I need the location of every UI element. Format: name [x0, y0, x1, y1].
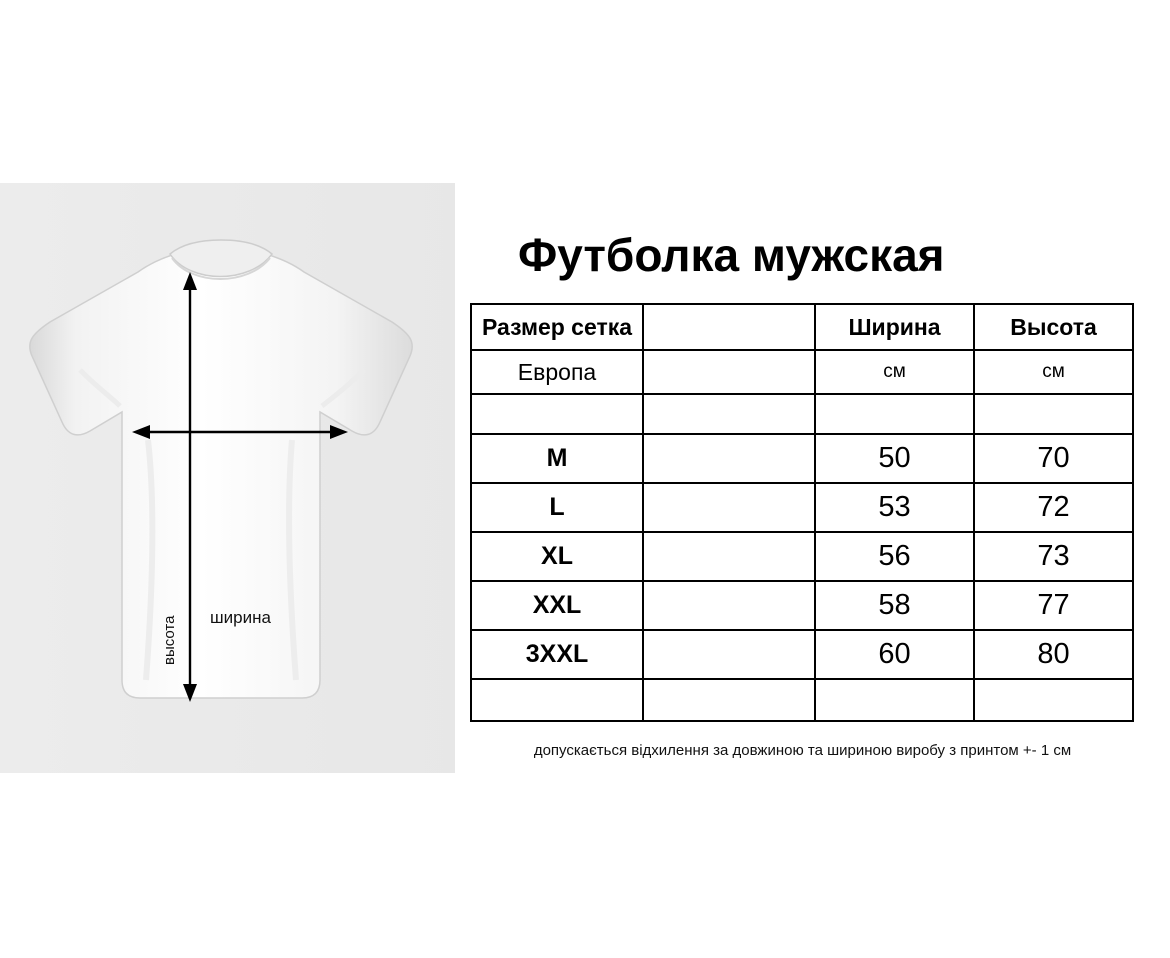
header-size-grid: Размер сетка	[471, 304, 643, 350]
cell-height	[974, 679, 1133, 721]
table-row	[471, 434, 1133, 483]
tshirt-icon	[20, 210, 450, 750]
cell-width: 50	[815, 434, 974, 483]
cell-size: L	[471, 483, 643, 532]
cell-alt	[643, 483, 815, 532]
cell-height: 80	[974, 630, 1133, 679]
cell-width	[815, 679, 974, 721]
height-dimension-label: высота	[161, 615, 178, 665]
unit-europe: Европа	[471, 350, 643, 394]
cell-width: 53	[815, 483, 974, 532]
cell-alt	[643, 434, 815, 483]
cell-width: 58	[815, 581, 974, 630]
cell-width: 56	[815, 532, 974, 581]
header-width: Ширина	[815, 304, 974, 350]
table-header-row	[471, 304, 1133, 350]
size-chart-table	[470, 303, 1134, 722]
cell-height: 77	[974, 581, 1133, 630]
cell-height: 73	[974, 532, 1133, 581]
table-row	[471, 394, 1133, 434]
cell-height: 70	[974, 434, 1133, 483]
cell-alt	[643, 630, 815, 679]
table-row	[471, 630, 1133, 679]
table-row	[471, 532, 1133, 581]
cell-width	[815, 394, 974, 434]
unit-height-cm: см	[974, 350, 1133, 394]
cell-alt	[643, 679, 815, 721]
cell-size	[471, 679, 643, 721]
tshirt-illustration	[20, 210, 450, 750]
cell-alt	[643, 532, 815, 581]
cell-size: M	[471, 434, 643, 483]
page-title: Футболка мужская	[518, 229, 945, 281]
cell-alt	[643, 394, 815, 434]
cell-height: 72	[974, 483, 1133, 532]
cell-size	[471, 394, 643, 434]
tolerance-note: допускається відхилення за довжиною та шириною виробу з принтом +- 1 см	[533, 742, 1072, 759]
cell-height	[974, 394, 1133, 434]
cell-width: 60	[815, 630, 974, 679]
table-row	[471, 679, 1133, 721]
header-height: Высота	[974, 304, 1133, 350]
cell-alt	[643, 581, 815, 630]
table-row	[471, 581, 1133, 630]
cell-size: XXL	[471, 581, 643, 630]
cell-size: 3XXL	[471, 630, 643, 679]
cell-size: XL	[471, 532, 643, 581]
table-row	[471, 483, 1133, 532]
width-dimension-label: ширина	[210, 608, 271, 627]
unit-width-cm: см	[815, 350, 974, 394]
header-empty	[643, 304, 815, 350]
table-units-row	[471, 350, 1133, 394]
unit-empty	[643, 350, 815, 394]
